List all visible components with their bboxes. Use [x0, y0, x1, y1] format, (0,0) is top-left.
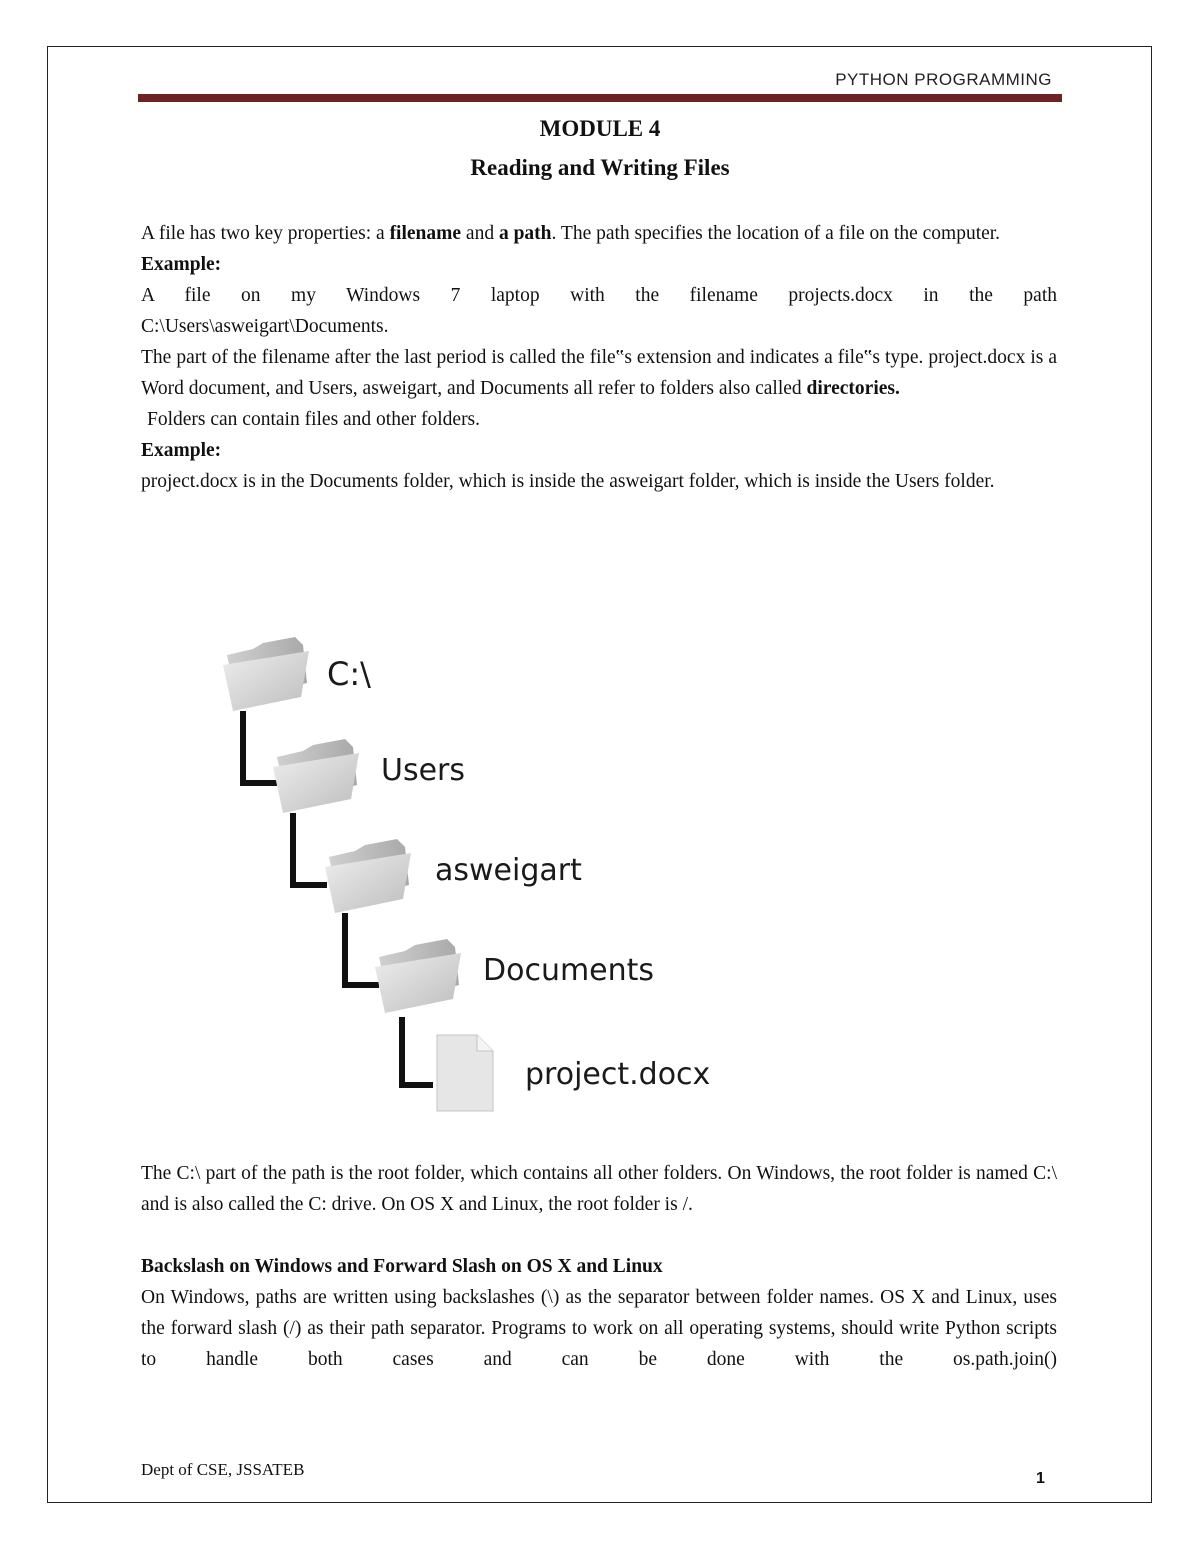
text-run: and [461, 223, 499, 244]
term-directories: directories. [806, 378, 900, 399]
diagram-root-label: C:\ [327, 655, 371, 693]
folder-tree-diagram [215, 625, 735, 1120]
module-number: MODULE 4 [539, 116, 661, 141]
module-title: Reading and Writing Files [470, 155, 730, 180]
paragraph-extension [141, 342, 1057, 404]
example-label: Example: [141, 254, 222, 275]
paragraph-folders: Folders can contain files and other folders. [147, 409, 481, 430]
paragraph-properties [141, 218, 1057, 249]
tree-connector [243, 711, 277, 783]
diagram-file-label: project.docx [525, 1057, 711, 1092]
paragraph-example: project.docx is in the Documents folder, which is inside the asweigart folder, which is inside the Users folder. [141, 471, 995, 492]
example-line-2: C:\Users\asweigart\Documents. [141, 316, 389, 337]
folder-icon [273, 739, 359, 813]
diagram-users-label: Users [381, 753, 466, 788]
tree-connector [345, 913, 379, 985]
footer-dept: Dept of CSE, JSSATEB [141, 1460, 305, 1479]
diagram-documents-label: Documents [483, 953, 655, 988]
text-run: . The path specifies the location of a file on the computer. [551, 223, 1001, 244]
folder-icon [325, 839, 411, 913]
paragraph-separators: On Windows, paths are written using backslashes (\) as the separator between folder names. OS X and Linux, uses the forward slash (/) as their path separator. Programs to work on all operating systems, should write Python scripts to handle both cases and can be done with the os.path.join() [141, 1287, 1057, 1370]
example-line-1: A file on my Windows 7 laptop with the filename projects.docx in the path [141, 285, 1057, 306]
diagram-asweigart-label: asweigart [435, 853, 582, 888]
page-number: 1 [1036, 1470, 1045, 1487]
header-rule [138, 94, 1062, 102]
document-icon [437, 1035, 493, 1111]
running-header: PYTHON PROGRAMMING [835, 70, 1052, 89]
folder-icon [223, 637, 309, 711]
folder-icon [375, 939, 461, 1013]
text-run: A file has two key properties: a [141, 223, 390, 244]
tree-connector [293, 813, 327, 885]
root-folder-paragraph: The C:\ part of the path is the root folder, which contains all other folders. On Windows, the root folder is named C:\ and is also called the C: drive. On OS X and Linux, the root folder is /. [141, 1163, 1057, 1215]
tree-connector [402, 1017, 433, 1085]
intro-section [141, 218, 1057, 497]
slash-section [141, 1251, 1057, 1375]
example-label: Example: [141, 440, 222, 461]
section-heading: Backslash on Windows and Forward Slash on OS X and Linux [141, 1256, 663, 1277]
term-path: a path [498, 223, 552, 244]
text-run: The part of the filename after the last period is called the file‟s extension and indicates a file‟s type. project.docx is a Word document, and Users, asweigart, and Documents all refer to folders also called [141, 347, 1057, 399]
term-filename: filename [389, 223, 462, 244]
